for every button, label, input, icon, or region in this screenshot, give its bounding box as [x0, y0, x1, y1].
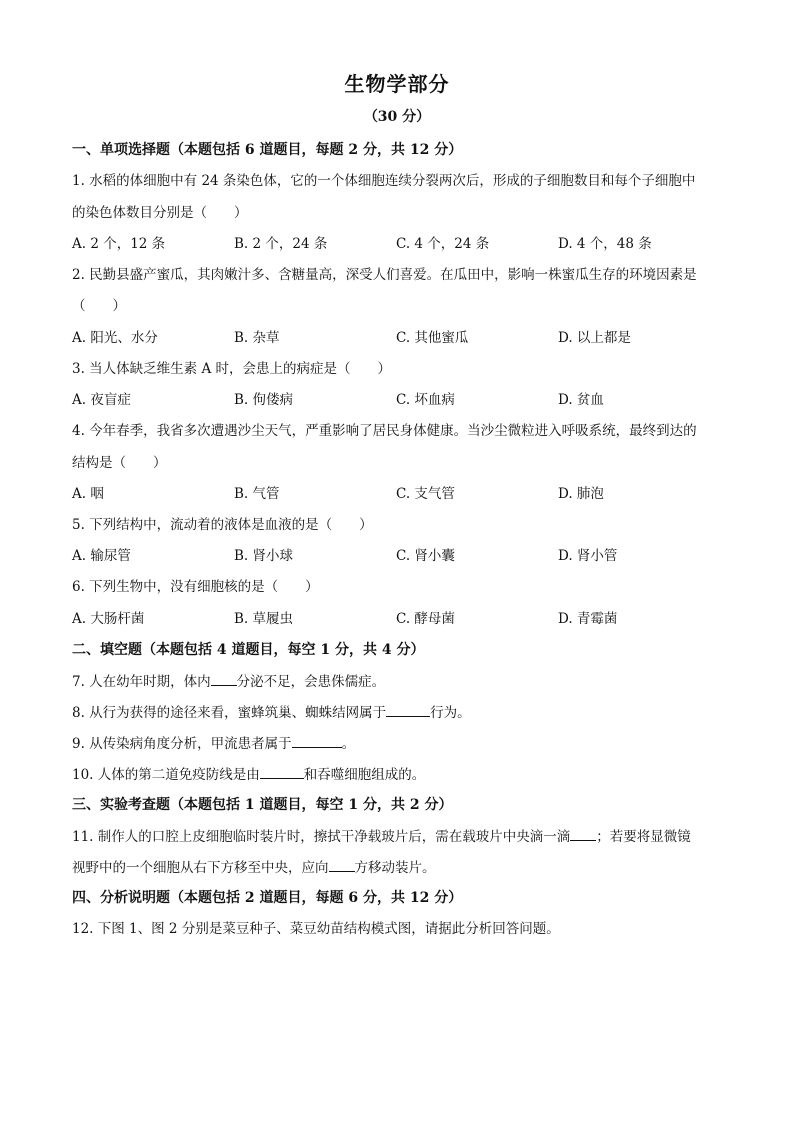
- question-7-pre: 7. 人在幼年时期，体内: [72, 674, 211, 690]
- page-title: 生物学部分: [344, 72, 450, 96]
- option-c: C. 其他蜜瓜: [396, 330, 469, 346]
- option-a: A. 阳光、水分: [72, 330, 158, 346]
- answer-blank: [292, 733, 342, 748]
- option-a: A. 2 个，12 条: [72, 236, 166, 252]
- question-11-line2-post: 方移动装片。: [354, 860, 436, 876]
- question-1-options: [72, 234, 732, 254]
- question-8-post: 行为。: [430, 705, 471, 721]
- question-12-text: 12. 下图 1、图 2 分别是菜豆种子、菜豆幼苗结构模式图，请据此分析回答问题。: [72, 921, 560, 937]
- question-2-text-cont: （ ）: [72, 298, 126, 314]
- option-b: B. 草履虫: [234, 611, 294, 627]
- question-11-post: ；若要将显微镜: [596, 829, 691, 845]
- question-1-text-cont: 的染色体数目分别是（ ）: [72, 205, 248, 221]
- question-4-text: 4. 今年春季，我省多次遭遇沙尘天气，严重影响了居民身体健康。当沙尘微粒进入呼吸系统，最终到达的: [72, 423, 697, 439]
- question-4-text-cont: 结构是（ ）: [72, 455, 167, 471]
- question-11-cont: [72, 857, 732, 878]
- question-5-options: [72, 546, 732, 566]
- question-1-text: 1. 水稻的体细胞中有 24 条染色体，它的一个体细胞连续分裂两次后，形成的子细胞数目和每个子细胞中: [72, 173, 696, 189]
- option-a: A. 输尿管: [72, 548, 131, 564]
- answer-blank: [211, 671, 237, 686]
- question-3-text: 3. 当人体缺乏维生素 A 时，会患上的病症是（ ）: [72, 361, 392, 377]
- answer-blank: [260, 764, 304, 779]
- question-7-post: 分泌不足，会患侏儒症。: [236, 674, 386, 690]
- option-b: B. 肾小球: [234, 548, 294, 564]
- option-b: B. 杂草: [234, 330, 280, 346]
- question-4-options: [72, 484, 732, 504]
- option-c: C. 坏血病: [396, 392, 455, 408]
- option-d: D. 4 个，48 条: [558, 236, 652, 252]
- question-11-line2-pre: 视野中的一个细胞从右下方移至中央，应向: [72, 860, 329, 876]
- option-b: B. 佝偻病: [234, 392, 294, 408]
- question-10-pre: 10. 人体的第二道免疫防线是由: [72, 767, 260, 783]
- question-8-pre: 8. 从行为获得的途径来看，蜜蜂筑巢、蜘蛛结网属于: [72, 705, 387, 721]
- question-6-text: 6. 下列生物中，没有细胞核的是（ ）: [72, 579, 319, 595]
- question-10-post: 和吞噬细胞组成的。: [303, 767, 426, 783]
- option-d: D. 以上都是: [558, 330, 631, 346]
- option-c: C. 酵母菌: [396, 611, 455, 627]
- question-2-options: [72, 328, 732, 348]
- option-a: A. 咽: [72, 486, 104, 502]
- question-8: [72, 702, 732, 723]
- question-9-pre: 9. 从传染病角度分析，甲流患者属于: [72, 736, 292, 752]
- question-11: [72, 826, 732, 847]
- section-heading-4: 四、分析说明题（本题包括 2 道题目，每题 6 分，共 12 分）: [72, 890, 463, 906]
- option-d: D. 肺泡: [558, 486, 604, 502]
- section-heading-2: 二、填空题（本题包括 4 道题目，每空 1 分，共 4 分）: [72, 642, 425, 658]
- option-d: D. 贫血: [558, 392, 604, 408]
- option-b: B. 2 个，24 条: [234, 236, 328, 252]
- question-7: [72, 671, 732, 692]
- section-heading-1: 一、单项选择题（本题包括 6 道题目，每题 2 分，共 12 分）: [72, 142, 463, 158]
- question-5-text: 5. 下列结构中，流动着的液体是血液的是（ ）: [72, 517, 373, 533]
- option-a: A. 夜盲症: [72, 392, 131, 408]
- question-2-text: 2. 民勤县盛产蜜瓜，其肉嫩汁多、含糖量高，深受人们喜爱。在瓜田中，影响一株蜜瓜生存的环境因素是: [72, 267, 697, 283]
- question-11-pre: 11. 制作人的口腔上皮细胞临时装片时，擦拭干净载玻片后，需在载玻片中央滴一滴: [72, 829, 571, 845]
- answer-blank: [386, 702, 430, 717]
- question-3-options: [72, 390, 732, 410]
- page-subtitle: （30 分）: [363, 109, 431, 125]
- option-c: C. 4 个，24 条: [396, 236, 490, 252]
- question-9: [72, 733, 732, 754]
- option-a: A. 大肠杆菌: [72, 611, 145, 627]
- option-d: D. 肾小管: [558, 548, 618, 564]
- option-c: C. 肾小囊: [396, 548, 455, 564]
- question-9-post: 。: [341, 736, 356, 752]
- answer-blank: [329, 857, 355, 872]
- question-6-options: [72, 609, 732, 629]
- section-heading-3: 三、实验考查题（本题包括 1 道题目，每空 1 分，共 2 分）: [72, 797, 453, 813]
- answer-blank: [570, 826, 596, 841]
- question-10: [72, 764, 732, 785]
- option-d: D. 青霉菌: [558, 611, 618, 627]
- option-c: C. 支气管: [396, 486, 455, 502]
- option-b: B. 气管: [234, 486, 280, 502]
